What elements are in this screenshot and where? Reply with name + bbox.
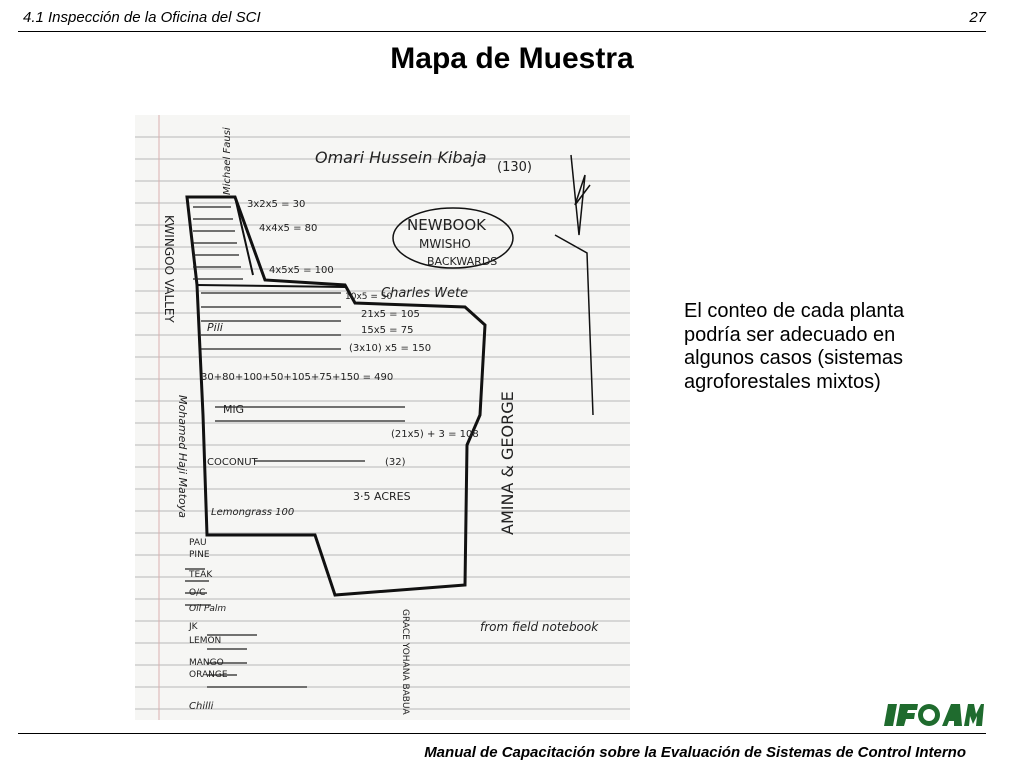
slide-caption: El conteo de cada planta podría ser adecuado en algunos casos (sistemas agroforestales mixtos) <box>684 300 905 393</box>
top-neighbor-name: Michael Fausi <box>222 127 233 195</box>
area-label: 3·5 ACRES <box>353 490 411 503</box>
total-calc: 30+80+100+50+105+75+150 = 490 <box>201 372 394 383</box>
section-header: 4.1 Inspección de la Oficina del SCI <box>23 9 261 26</box>
pili-label: Pili <box>207 321 223 334</box>
book-line-3: BACKWARDS <box>427 255 498 268</box>
left-label: KWINGOO VALLEY <box>162 215 176 323</box>
east-neighbor: Charles Wete <box>381 286 469 301</box>
crop-jk: JK <box>189 622 198 632</box>
footer-text: Manual de Capacitación sobre la Evaluación de Sistemas de Control Interno <box>424 744 966 761</box>
right-neighbor: AMINA & GEORGE <box>498 391 517 535</box>
page-number: 27 <box>969 9 986 26</box>
crop-teak: TEAK <box>189 570 213 580</box>
plot-4: 10x5 = 50 <box>345 292 393 302</box>
hand-drawn-map-photo <box>135 115 630 720</box>
coconut-count: (32) <box>385 457 406 468</box>
owner-count: (130) <box>497 160 532 175</box>
mg-calc: (21x5) + 3 = 108 <box>391 429 479 440</box>
book-line-1: NEWBOOK <box>407 216 487 234</box>
west-neighbor: Mohamed Haji Matoya <box>176 395 189 519</box>
owner-name: Omari Hussein Kibaja <box>315 148 487 167</box>
field-note: from field notebook <box>480 620 599 634</box>
plot-1: 3x2x5 = 30 <box>247 199 306 210</box>
slide-title: Mapa de Muestra <box>390 42 634 75</box>
footer-divider <box>18 733 986 734</box>
calc-1: 21x5 = 105 <box>361 309 420 320</box>
crop-oil-palm: Oil Palm <box>189 604 227 614</box>
crop-pine: PINE <box>189 550 210 560</box>
crop-oc: O/C <box>189 588 206 598</box>
south-neighbor: GRACE YOHANA BABUA <box>400 609 410 715</box>
coconut-label: COCONUT <box>207 457 258 468</box>
plot-3: 4x5x5 = 100 <box>269 265 334 276</box>
crop-mango: MANGO <box>189 658 224 668</box>
mg-label: MiG <box>223 403 245 416</box>
lemongrass-label: Lemongrass 100 <box>211 507 295 518</box>
calc-2: 15x5 = 75 <box>361 325 414 336</box>
ifoam-logo <box>884 694 984 734</box>
book-line-2: MWISHO <box>419 237 471 251</box>
crop-chilli: Chilli <box>189 701 214 712</box>
crop-pau: PAU <box>189 538 207 548</box>
calc-3: (3x10) x5 = 150 <box>349 343 432 354</box>
plot-2: 4x4x5 = 80 <box>259 223 318 234</box>
crop-lemon: LEMON <box>189 636 222 646</box>
header-divider <box>18 31 986 32</box>
crop-orange: ORANGE <box>189 670 228 680</box>
